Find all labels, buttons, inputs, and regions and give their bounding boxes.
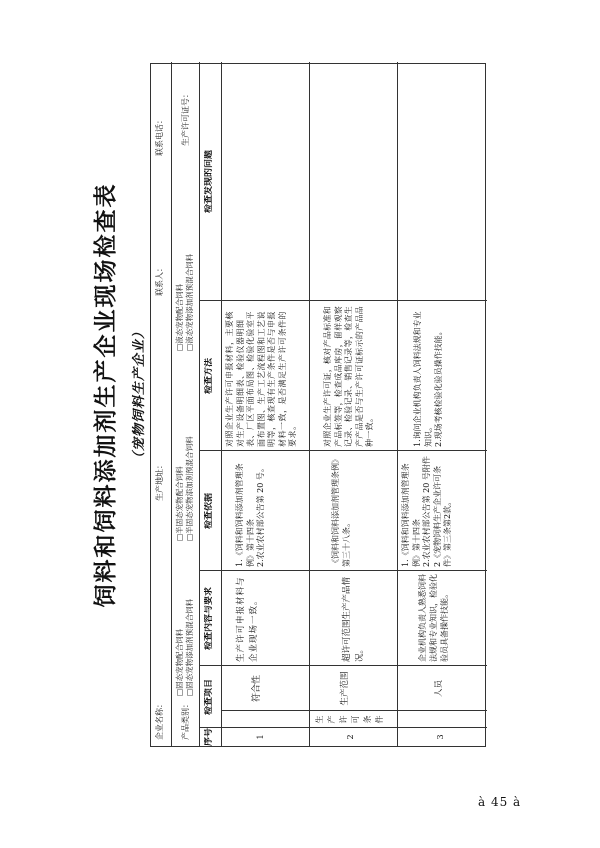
row3-no: 3 <box>436 734 445 740</box>
license-label: 生产许可证号： <box>181 90 190 146</box>
product-type-label: 产品类别： <box>181 700 190 740</box>
row2-item: 生产范围 <box>340 671 350 706</box>
header-item: 检查项目 <box>204 679 214 716</box>
company-label: 企业名称： <box>155 700 164 740</box>
header-method: 检查方法 <box>204 358 214 395</box>
row3-problem[interactable] <box>401 67 481 297</box>
row1-problem[interactable] <box>225 67 305 297</box>
option-solid-premix[interactable]: □固态宠物添加剂预混合饲料 <box>185 598 194 696</box>
option-semisolid-compound[interactable]: □半固态宠物配合饲料 <box>175 466 184 541</box>
row1-method: 对照企业生产许可申报材料，主要核对生产设备明细表、检验仪器明细表、厂区平面布局图、检验化验室平面布置图、生产工艺流程图和工艺说明等，核查现有生产条件是否与申报材料一致，是否满足生产许可条件的要求。 <box>225 311 297 447</box>
row2-no: 2 <box>346 734 355 740</box>
option-semisolid-premix[interactable]: □半固态宠物添加剂预混合饲料 <box>185 436 194 541</box>
header-content: 检查内容与要求 <box>204 587 214 651</box>
header-no: 序号 <box>204 728 214 746</box>
header-problems: 检查发现的问题 <box>204 150 214 214</box>
row3-content: 企业机构负责人熟悉饲料法规和专业知识，检验化验员具备操作技能。 <box>418 574 449 662</box>
row2-method: 对照企业生产许可证，核对产品标准和产品标签等，检查成品库房，留样观察记录、检验记录、销售记录等，检查生产产品是否与生产许可证标示的产品品种一致。 <box>323 305 374 447</box>
contact-label: 联系人： <box>155 264 164 296</box>
phone-label: 联系电话： <box>155 116 164 156</box>
row1-basis: 1.《饲料和饲料添加剂管理条例》第十四条 2.农业农村部公告第 20 号。 <box>235 463 265 567</box>
row1-item: 符合性 <box>252 675 262 703</box>
inspection-table <box>150 63 486 747</box>
row3-item: 人员 <box>434 680 444 698</box>
row3-method: 1.询问企业机构负责人饲料法规和专业知识。 2.现场考核检验化验员操作技能。 <box>413 311 443 447</box>
row2-problem[interactable] <box>313 67 393 297</box>
page-subtitle: （宠物饲料生产企业） <box>132 325 147 466</box>
row1-no: 1 <box>256 734 265 740</box>
row2-content: 超许可范围生产产品情况。 <box>342 576 365 662</box>
rotated-page <box>0 35 600 795</box>
option-liquid-premix[interactable]: □液态宠物添加剂预混合饲料 <box>185 253 194 351</box>
option-solid-compound[interactable]: □固态宠物配合饲料 <box>175 628 184 696</box>
page-title: 饲料和饲料添加剂生产企业现场检查表 <box>92 182 119 608</box>
address-label: 生产地址： <box>155 461 164 501</box>
row2-basis: 《饲料和饲料添加剂管理条例》第三十八条。 <box>331 455 351 567</box>
row1-content: 生产许可申报材料与企业现场一致。 <box>236 576 259 662</box>
category-label: 生产许可条件 <box>315 715 387 724</box>
row3-basis: 1.《饲料和饲料添加剂管理条例》第十四条 2.农业农村部公告第 20 号附件 2《宠物饲料生产企业许可条件》第三条第2款。 <box>401 456 452 567</box>
option-liquid-compound[interactable]: □液态宠物配合饲料 <box>175 283 184 351</box>
header-basis: 检查依据 <box>204 493 214 530</box>
page-number: à 45 à <box>478 795 522 809</box>
